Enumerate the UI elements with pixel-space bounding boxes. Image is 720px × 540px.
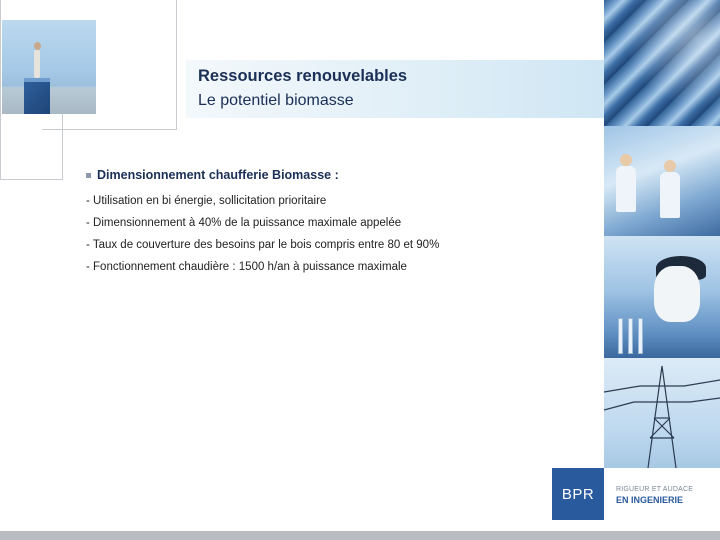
frame-line-inner-horizontal [0, 179, 63, 180]
detail-item-1: - Utilisation en bi énergie, sollicitation prioritaire [86, 195, 327, 207]
section-heading-row [86, 168, 339, 182]
blue-cube [24, 82, 50, 114]
photo-scientist [604, 236, 720, 358]
test-tube-icon [618, 318, 623, 354]
pylon-icon [604, 358, 720, 468]
test-tube-icon [638, 318, 643, 354]
tagline-line1: RIGUEUR ET AUDACE [616, 486, 694, 493]
detail-item-4: - Fonctionnement chaudière : 1500 h/an à puissance maximale [86, 261, 407, 273]
slide-title: Ressources renouvelables [198, 67, 408, 85]
frame-line-top-left-vertical [0, 0, 1, 180]
right-photo-strip [604, 0, 720, 468]
detail-item-3: - Taux de couverture des besoins par le bois compris entre 80 et 90% [86, 239, 440, 251]
test-tube-icon [628, 318, 633, 354]
frame-line-inner-vertical [62, 114, 63, 180]
bullet-square-icon [86, 173, 91, 178]
worker-head [620, 154, 632, 166]
worker-head [664, 160, 676, 172]
slide-subtitle: Le potentiel biomasse [198, 92, 354, 109]
figure-body [34, 50, 40, 78]
frame-line-photo-right-vertical [176, 0, 177, 130]
tagline-line2: EN INGENIERIE [616, 495, 684, 505]
section-heading: Dimensionnement chaufferie Biomasse : [97, 168, 339, 182]
figure-head [34, 42, 41, 50]
detail-item-2: - Dimensionnement à 40% de la puissance maximale appelée [86, 217, 402, 229]
bpr-logo: BPR [552, 468, 604, 520]
photo-lab-workers [604, 126, 720, 236]
photo-pipes [604, 0, 720, 126]
scientist-face [654, 266, 700, 322]
footer-bar [0, 531, 720, 540]
worker-coat [660, 172, 680, 218]
hero-photo-man-on-cube [2, 20, 96, 114]
photo-power-pylon [604, 358, 720, 468]
worker-coat [616, 166, 636, 212]
